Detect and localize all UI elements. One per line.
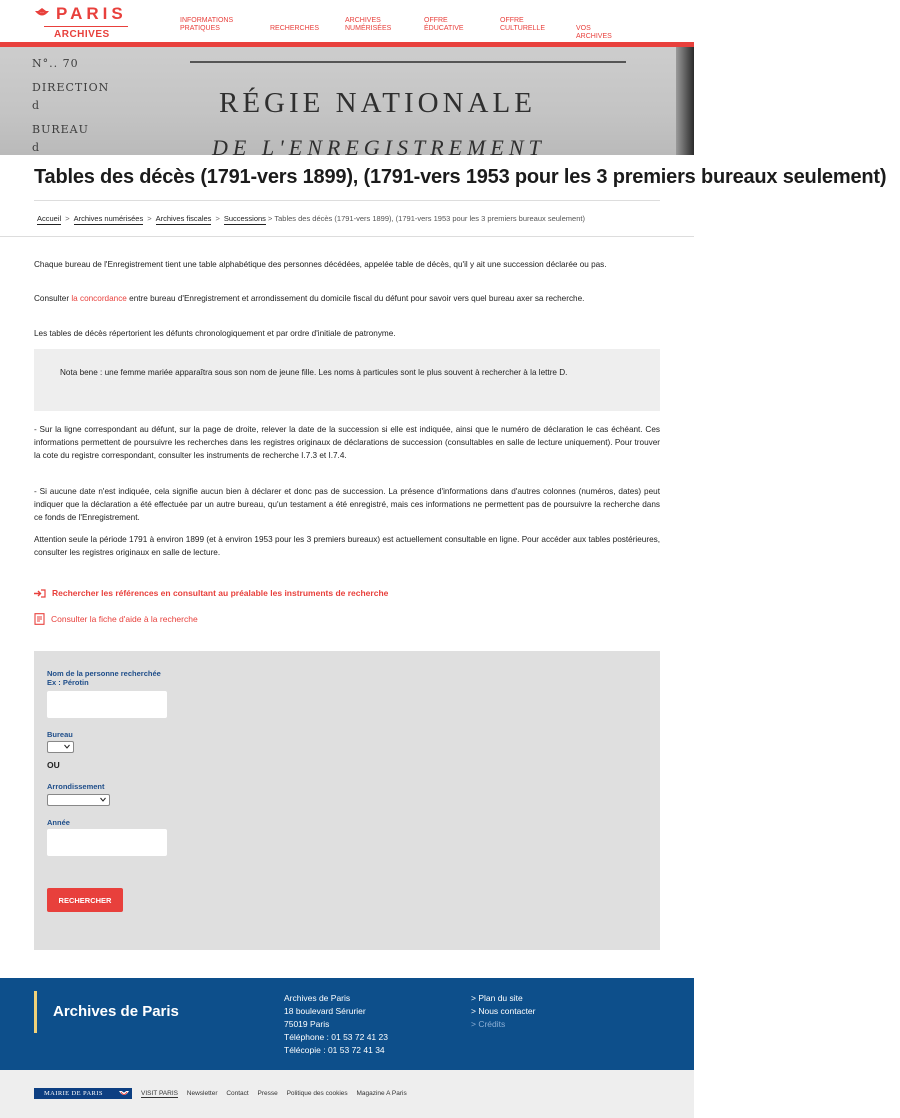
link-presse[interactable]: Presse [257, 1090, 278, 1097]
concordance-prefix: Consulter [34, 294, 72, 303]
link-newsletter[interactable]: Newsletter [186, 1090, 218, 1097]
name-input[interactable] [47, 691, 167, 718]
chevron-down-icon [100, 797, 106, 802]
paris-ship-icon [118, 1089, 130, 1098]
link-magazine-a-paris[interactable]: Magazine A Paris [356, 1090, 407, 1097]
banner-rule [190, 61, 626, 63]
footer-link-nous-contacter[interactable]: > Nous contacter [471, 1006, 536, 1016]
nav-informations-pratiques[interactable]: INFORMATIONS PRATIQUES [180, 17, 234, 32]
nav-recherches[interactable]: RECHERCHES [270, 25, 320, 32]
paragraph-period-warning: Attention seule la période 1791 à environ 1899 (et à environ 1953 pour les 3 premiers bureaux) est actuellement consultable en ligne. Pour accéder aux tables postérieures, consulter les registres originaux en salle de lecture. [34, 535, 660, 557]
link-contact[interactable]: Contact [226, 1090, 249, 1097]
document-icon [34, 613, 45, 625]
page-title: Tables des décès (1791-vers 1899), (1791-vers 1953 pour les 3 premiers bureaux seulement) [34, 166, 887, 188]
title-divider [34, 200, 660, 201]
footer-address [284, 992, 388, 1057]
breadcrumb-current: > Tables des décès (1791-vers 1899), (1791-vers 1953 pour les 3 premiers bureaux seulement) [268, 214, 585, 223]
banner-direction: DIRECTION [32, 81, 110, 94]
banner-edge-shadow [676, 47, 694, 155]
banner-image [0, 47, 694, 155]
concordance-suffix: entre bureau d'Enregistrement et arrondissement du domicile fiscal du défunt pour savoir vers quel bureau axer sa recherche. [126, 294, 585, 303]
archives-de-paris-logo[interactable] [34, 4, 134, 40]
logo-archives-text: ARCHIVES [54, 29, 110, 40]
deces-search-form [34, 651, 660, 950]
address-line: 75019 Paris [284, 1019, 330, 1029]
banner-bureau: BUREAU [32, 123, 89, 136]
breadcrumb-archives-fiscales[interactable]: Archives fiscales [155, 214, 212, 223]
banner-d1: d [32, 99, 41, 112]
address-line: 18 boulevard Sérurier [284, 1006, 366, 1016]
no-date-block [34, 485, 660, 524]
breadcrumb-divider [0, 236, 694, 237]
breadcrumb-separator: > [147, 214, 152, 223]
instructions-block [34, 423, 660, 462]
footer-link-plan-du-site[interactable]: > Plan du site [471, 993, 523, 1003]
bureau-select[interactable] [47, 741, 74, 753]
banner-number: N°.. 70 [32, 57, 79, 70]
sign-in-arrow-icon [34, 589, 46, 598]
search-submit-button[interactable]: RECHERCHER [47, 888, 123, 912]
footer-links [471, 992, 536, 1031]
instruments-link-label: Rechercher les références en consultant au préalable les instruments de recherche [52, 588, 389, 598]
chevron-down-icon [64, 744, 70, 749]
address-fax: Télécopie : 01 53 72 41 34 [284, 1045, 385, 1055]
nav-offre-educative[interactable]: OFFRE ÉDUCATIVE [424, 17, 464, 32]
paragraph-concordance [34, 292, 660, 305]
footer-title: Archives de Paris [53, 1003, 179, 1020]
footer-accent-bar [34, 991, 37, 1033]
breadcrumb-successions[interactable]: Successions [223, 214, 266, 223]
concordance-text-block [34, 292, 660, 305]
paris-ship-icon [34, 8, 50, 20]
breadcrumb-home[interactable]: Accueil [37, 214, 62, 223]
breadcrumb-archives-numerisees[interactable]: Archives numérisées [73, 214, 144, 223]
paragraph-table-description: Chaque bureau de l'Enregistrement tient une table alphabétique des personnes décédées, appelée table de décès, qu'il y ait une succession déclarée ou pas. [34, 260, 607, 269]
paragraph-order: Les tables de décès répertorient les défunts chronologiquement et par ordre d'initiale de patronyme. [34, 329, 396, 338]
name-field-label: Nom de la personne recherchée Ex : Pérotin [47, 669, 161, 687]
or-separator: OU [47, 760, 60, 770]
period-warning-block [34, 533, 660, 559]
sub-footer-links [141, 1090, 414, 1097]
help-sheet-link-label: Consulter la fiche d'aide à la recherche [51, 614, 198, 624]
site-footer [0, 978, 694, 1070]
annee-field-label: Année [47, 818, 70, 827]
link-visit-paris[interactable]: VISIT PARIS [141, 1090, 178, 1097]
breadcrumb [37, 214, 585, 223]
banner-d2: d [32, 141, 41, 154]
nav-archives-numerisees[interactable]: ARCHIVES NUMÉRISÉES [345, 17, 392, 32]
bureau-field-label: Bureau [47, 730, 73, 739]
paragraph-no-date: - Si aucune date n'est indiquée, cela signifie aucun bien à déclarer et donc pas de succession. La présence d'informations dans d'autres colonnes (numéros, dates) peut indiquer que la déclaration a été effectuée par un autre bureau, qu'un testament a été enregistré, mais ces informations ne permettent pas de poursuivre la recherche dans ce fonds de l'Enregistrement. [34, 487, 660, 522]
link-cookies-policy[interactable]: Politique des cookies [286, 1090, 348, 1097]
sub-footer [0, 1070, 694, 1118]
paragraph-succession-date: - Sur la ligne correspondant au défunt, sur la page de droite, relever la date de la succession si elle est indiquée, ainsi que le numéro de déclaration le cas échéant. Ces informations permettent de poursuivre les recherches dans les registres originaux de déclarations de succession (consultables en salle de lecture uniquement). Pour trouver la cote du registre correspondant, consulter les instruments de recherche I.7.3 et I.7.4. [34, 425, 660, 460]
nota-bene-text: Nota bene : une femme mariée apparaîtra sous son nom de jeune fille. Les noms à particules sont le plus souvent à rechercher à la lettre D. [60, 368, 568, 377]
address-line: Archives de Paris [284, 993, 351, 1003]
logo-divider [44, 26, 128, 27]
nav-vos-archives[interactable]: VOS ARCHIVES [576, 25, 612, 40]
breadcrumb-separator: > [65, 214, 70, 223]
annee-input[interactable] [47, 829, 167, 856]
banner-title-line2: DE L'ENREGISTREMENT [212, 135, 546, 155]
mairie-de-paris-logo[interactable] [34, 1088, 132, 1099]
site-header [0, 0, 694, 42]
nav-offre-culturelle[interactable]: OFFRE CULTURELLE [500, 17, 545, 32]
banner-title-line1: RÉGIE NATIONALE [219, 87, 536, 119]
arrondissement-select[interactable] [47, 794, 110, 806]
instruments-link[interactable] [34, 588, 388, 598]
address-phone: Téléphone : 01 53 72 41 23 [284, 1032, 388, 1042]
intro-text-block [34, 258, 660, 271]
concordance-link[interactable]: la concordance [71, 294, 127, 303]
arrondissement-field-label: Arrondissement [47, 782, 105, 791]
help-sheet-link[interactable] [34, 613, 198, 625]
mairie-logo-text: MAIRIE DE PARIS [44, 1090, 103, 1097]
order-text-block [34, 327, 660, 340]
breadcrumb-separator: > [215, 214, 220, 223]
nota-bene-box [34, 349, 660, 411]
footer-link-credits[interactable]: > Crédits [471, 1019, 506, 1029]
logo-paris-text: PARIS [56, 4, 127, 23]
